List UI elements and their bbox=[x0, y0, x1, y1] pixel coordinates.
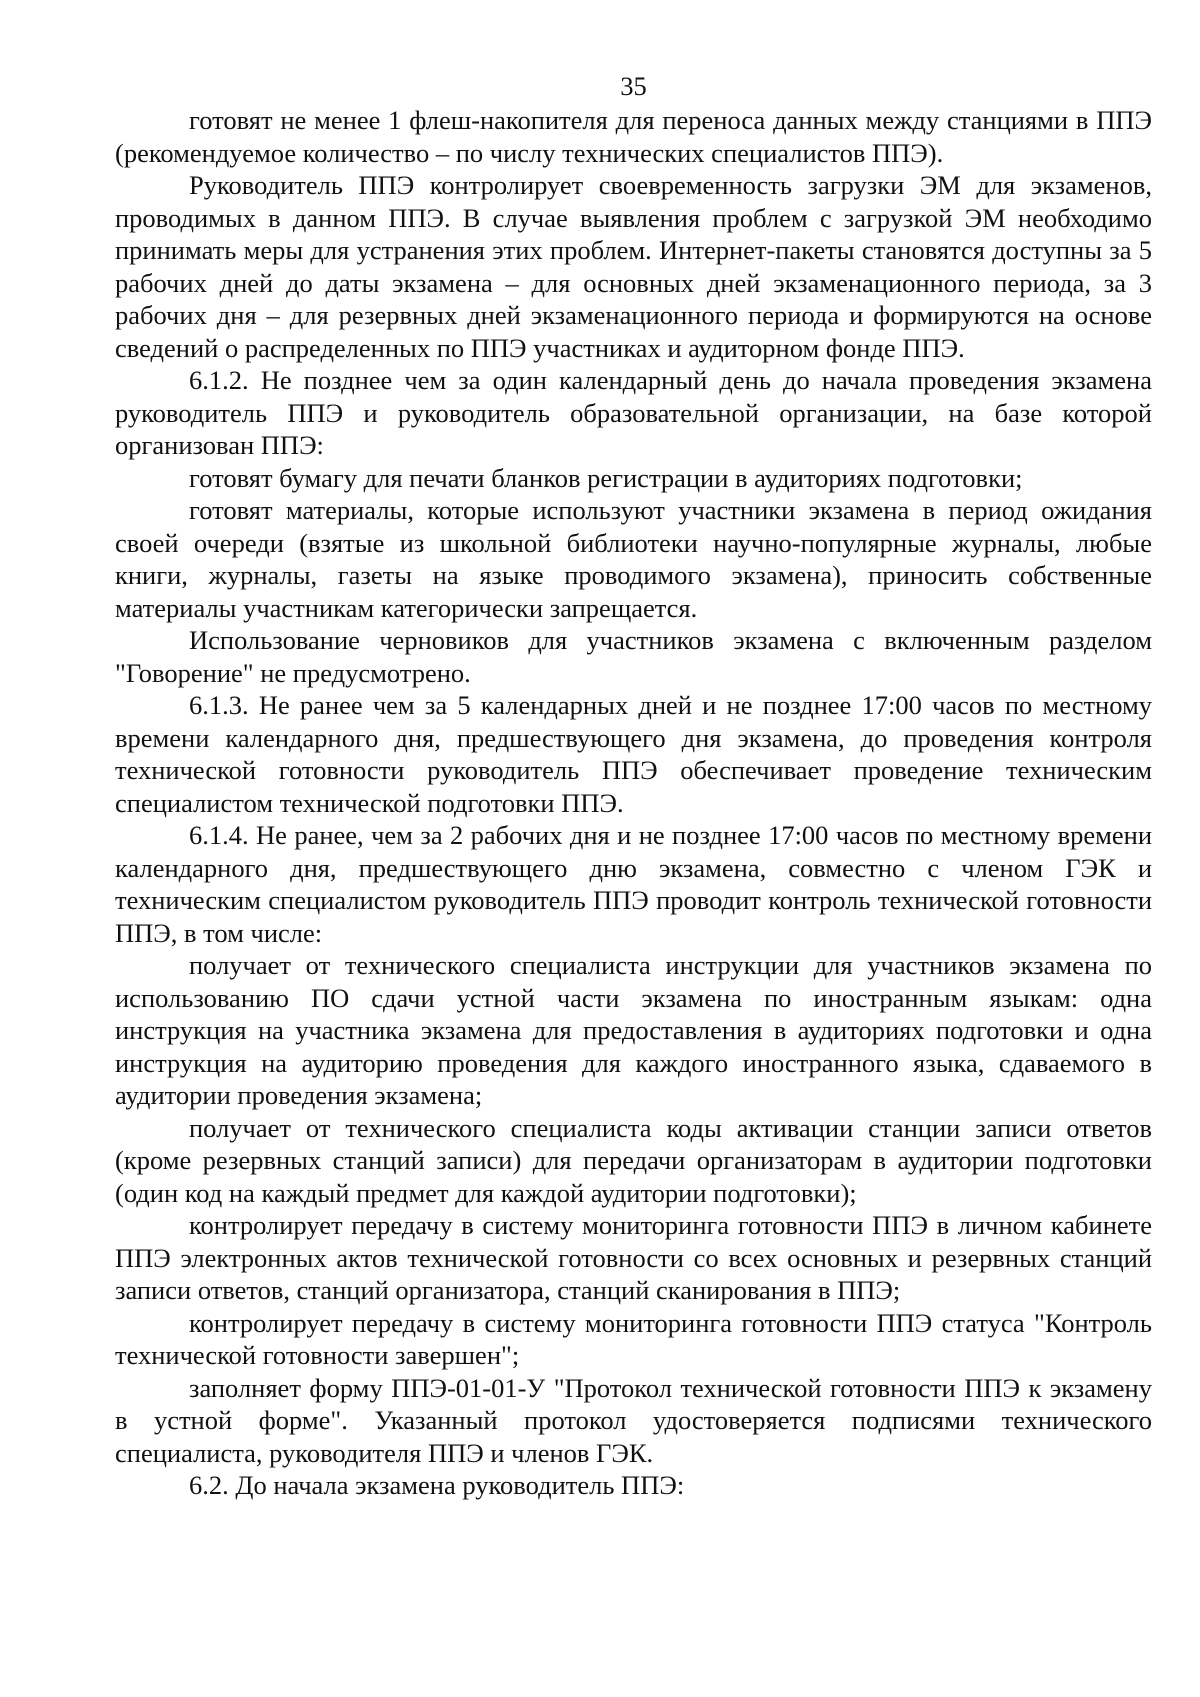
paragraph-registration-paper: готовят бумагу для печати бланков регистрации в аудиториях подготовки; bbox=[189, 462, 1023, 493]
paragraph-em-loading-control: Руководитель ППЭ контролирует своевременность загрузки ЭМ для экзаменов, проводимых в данном ППЭ. В случае выявления проблем с загрузкой ЭМ необходимо принимать меры для устранения этих проблем. Интернет-пакеты становятся доступны за 5 рабочих дней до даты экзамена – для основных дней экзаменационного периода, за 3 рабочих дня – для резервных дней экзаменационного периода и формируются на основе сведений о распределенных по ППЭ участниках и аудиторном фонде ППЭ. bbox=[115, 170, 1152, 363]
paragraph-6-1-2: 6.1.2. Не позднее чем за один календарный день до начала проведения экзамена руководитель ППЭ и руководитель образовательной организации, на базе которой организован ППЭ: bbox=[115, 365, 1152, 460]
document-page bbox=[115, 0, 1152, 1502]
paragraph-form-ppe-01-01-u: заполняет форму ППЭ-01-01-У "Протокол технической готовности ППЭ к экзамену в устной форме". Указанный протокол удостоверяется подписями технического специалиста, руководителя ППЭ и членов ГЭК. bbox=[115, 1372, 1152, 1468]
paragraph-6-1-4: 6.1.4. Не ранее, чем за 2 рабочих дня и не позднее 17:00 часов по местному времени календарного дня, предшествующего дню экзамена, совместно с членом ГЭК и техническим специалистом руководитель ППЭ проводит контроль технической готовности ППЭ, в том числе: bbox=[115, 820, 1152, 948]
paragraph-instructions: получает от технического специалиста инструкции для участников экзамена по использованию ПО сдачи устной части экзамена по иностранным языкам: одна инструкция на участника экзамена для предоставления в аудиториях подготовки и одна инструкция на аудиторию проведения для каждого иностранного языка, сдаваемого в аудитории проведения экзамена; bbox=[115, 950, 1152, 1110]
paragraph-status-transfer: контролирует передачу в систему мониторинга готовности ППЭ статуса "Контроль технической готовности завершен"; bbox=[115, 1307, 1152, 1370]
paragraph-drafts-speaking: Использование черновиков для участников экзамена с включенным разделом "Говорение" не предусмотрено. bbox=[115, 625, 1152, 688]
paragraph-electronic-acts: контролирует передачу в систему мониторинга готовности ППЭ в личном кабинете ППЭ электронных актов технической готовности со всех основных и резервных станций записи ответов, станций организатора, станций сканирования в ППЭ; bbox=[115, 1210, 1152, 1305]
paragraph-6-2: 6.2. До начала экзамена руководитель ППЭ: bbox=[189, 1470, 685, 1500]
paragraph-6-1-3: 6.1.3. Не ранее чем за 5 календарных дней и не позднее 17:00 часов по местному времени календарного дня, предшествующего дня экзамена, до проведения контроля технической готовности руководитель ППЭ обеспечивает проведение техническим специалистом технической подготовки ППЭ. bbox=[115, 690, 1152, 818]
paragraph-activation-codes: получает от технического специалиста коды активации станции записи ответов (кроме резервных станций записи) для передачи организаторам в аудитории подготовки (один код на каждый предмет для каждой аудитории подготовки); bbox=[115, 1112, 1152, 1208]
paragraph-flash-drives: готовят не менее 1 флеш-накопителя для переноса данных между станциями в ППЭ (рекомендуемое количество – по числу технических специалистов ППЭ). bbox=[115, 105, 1152, 168]
paragraph-waiting-materials: готовят материалы, которые используют участники экзамена в период ожидания своей очереди (взятые из школьной библиотеки научно-популярные журналы, любые книги, журналы, газеты на языке проводимого экзамена), приносить собственные материалы участникам категорически запрещается. bbox=[115, 495, 1152, 623]
page-number: 35 bbox=[620, 71, 647, 101]
